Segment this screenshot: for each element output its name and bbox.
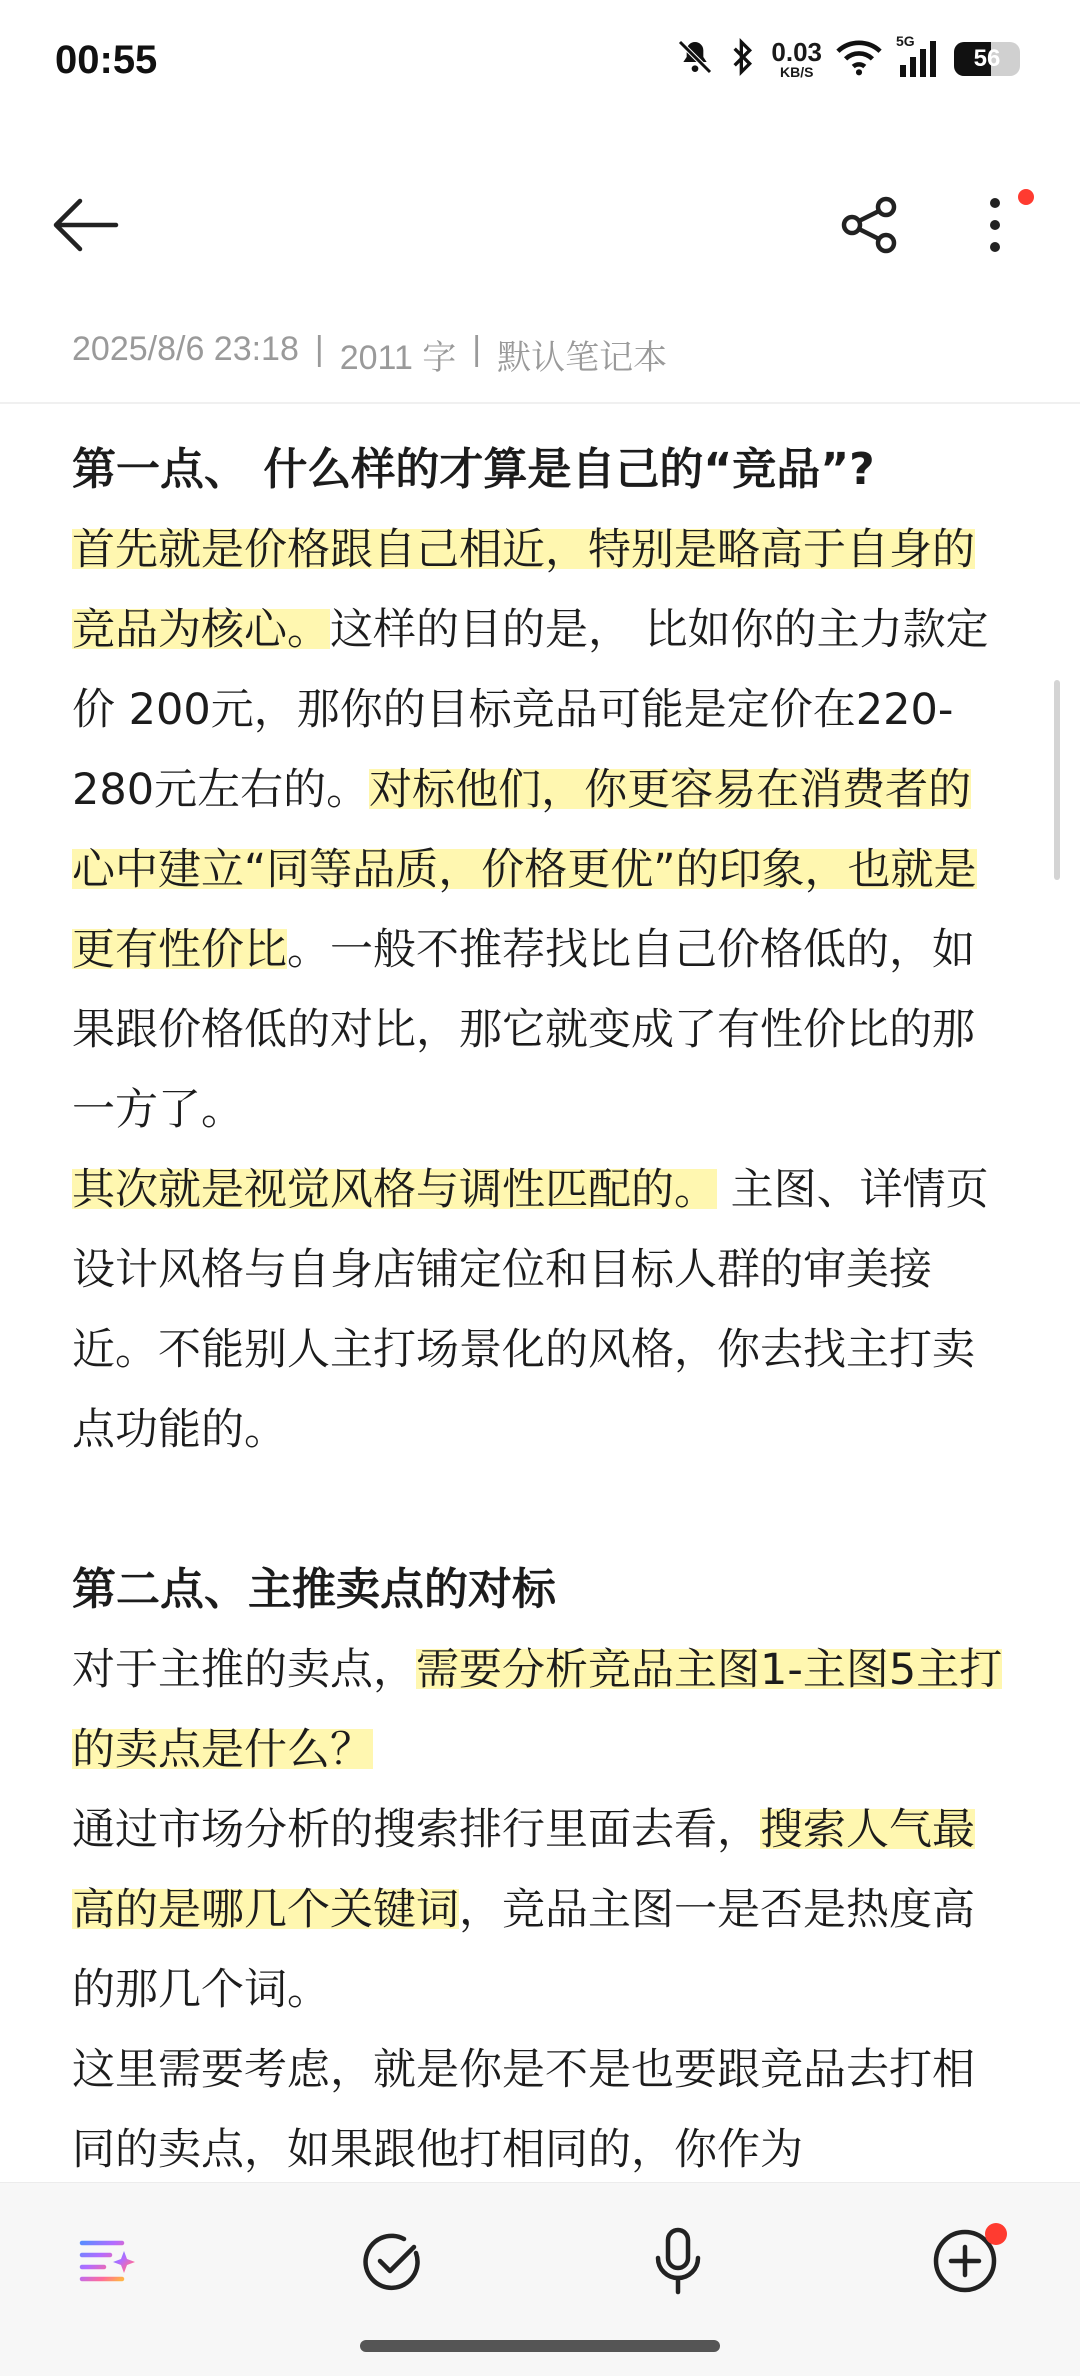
meta-separator: | [472, 330, 482, 368]
highlighted-text: 搜索人气最高的是哪几个关键词 [72, 1805, 975, 1935]
paragraph-text: 对于主推的卖点， [72, 1645, 416, 1695]
paragraph-text: 这样的目的是， 比如你的主力款定价 200元，那你的目标竞品可能是定价在220-280元左右的。 [72, 605, 989, 815]
notification-dot [1018, 189, 1034, 205]
arrow-left-icon [50, 197, 120, 253]
checklist-icon [360, 2229, 424, 2293]
wifi-icon [836, 37, 882, 81]
note-meta [72, 330, 667, 379]
share-button[interactable] [825, 185, 915, 265]
bluetooth-icon [729, 37, 757, 81]
divider [0, 402, 1080, 404]
checklist-button[interactable] [352, 2221, 432, 2301]
paragraph [72, 1630, 1012, 1790]
word-count: 2011 字 [339, 339, 457, 377]
clock: 00:55 [55, 38, 158, 82]
paragraph-text: 通过市场分析的搜索排行里面去看， [72, 1805, 760, 1855]
more-options-button[interactable] [960, 185, 1030, 265]
battery-indicator: 56 [954, 42, 1020, 76]
notebook-name[interactable]: 默认笔记本 [497, 339, 668, 377]
add-button[interactable] [925, 2221, 1005, 2301]
highlighted-text: 需要分析竞品主图1-主图5主打的卖点是什么？ [72, 1645, 1003, 1775]
back-button[interactable] [40, 190, 130, 260]
ai-format-icon [76, 2229, 140, 2293]
paragraph [72, 1150, 1012, 1470]
paragraph-text: 主图、详情页设计风格与自身店铺定位和目标人群的审美接近。不能别人主打场景化的风格，你去找主打卖点功能的。 [72, 1165, 989, 1455]
share-icon [838, 193, 902, 257]
signal-icon: 5G [896, 39, 940, 79]
net-speed: 0.03 KB/S [771, 37, 822, 80]
paragraph [72, 1790, 1012, 2030]
note-body[interactable] [72, 430, 1012, 2190]
section-heading: 第一点、 什么样的才算是自己的“竞品”? [72, 444, 875, 495]
paragraph [72, 2030, 1012, 2190]
voice-input-button[interactable] [638, 2221, 718, 2301]
home-indicator[interactable] [360, 2340, 720, 2352]
paragraph [72, 510, 1012, 1150]
ai-format-button[interactable] [68, 2221, 148, 2301]
more-vertical-icon [985, 193, 1005, 257]
section-heading: 第二点、主推卖点的对标 [72, 1564, 556, 1615]
note-datetime: 2025/8/6 23:18 [72, 330, 299, 368]
meta-separator: | [314, 330, 324, 368]
paragraph-text: ，竞品主图一是否是热度高的那几个词。 [72, 1885, 975, 2015]
blank-line [72, 1470, 1012, 1550]
highlighted-text: 其次就是视觉风格与调性匹配的。 [72, 1165, 717, 1215]
scrollbar[interactable] [1054, 680, 1060, 880]
highlighted-text: 对标他们，你更容易在消费者的心中建立“同等品质，价格更优”的印象，也就是更有性价比 [72, 765, 977, 975]
paragraph-text: 。一般不推荐找比自己价格低的，如果跟价格低的对比，那它就变成了有性价比的那一方了。 [72, 925, 975, 1135]
status-bar [0, 0, 1080, 125]
microphone-icon [646, 2226, 710, 2296]
mute-bell-icon [675, 37, 715, 81]
note-toolbar [0, 170, 1080, 280]
status-icons [675, 34, 1020, 84]
highlighted-text: 首先就是价格跟自己相近，特别是略高于自身的竞品为核心。 [72, 525, 975, 655]
notification-dot [985, 2223, 1007, 2245]
paragraph-text: 这里需要考虑，就是你是不是也要跟竞品去打相同的卖点，如果跟他打相同的，你作为 [72, 2045, 975, 2175]
